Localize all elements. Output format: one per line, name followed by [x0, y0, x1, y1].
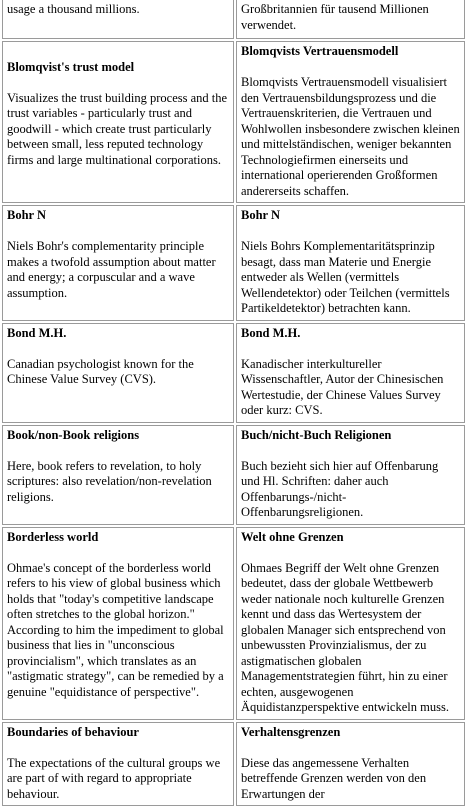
- german-term: Verhaltensgrenzen: [241, 724, 341, 739]
- english-cell: [2, 722, 234, 807]
- english-cell: [2, 41, 234, 203]
- english-definition: Niels Bohr's complementarity principle makes a twofold assumption about matter and energy; a corpuscular and a wave assumption.: [7, 239, 216, 300]
- german-definition: Ohmaes Begriff der Welt ohne Grenzen bedeutet, dass der globale Wettbewerb weder nationale noch kulturelle Grenzen kennt und dass das Wertesystem der globalen Manager sich entsprechend von unbewussten Provinzialismus, der zu astigmatischen globalen Managementstrategien führt, hin zu einer echten, ausgewogenen Äquidistanzperspektive entwickeln muss.: [241, 560, 449, 714]
- german-cell: [236, 425, 465, 525]
- table-row: [2, 722, 465, 807]
- table-row: [2, 41, 465, 203]
- english-cell: [2, 425, 234, 525]
- german-definition: Blomqvists Vertrauensmodell visualisiert den Vertrauensbildungsprozess und die Vertrauenskriterien, die Vertrauen und Wohlwollen insbesondere zwischen kleinen und mittelständischen, weniger bekannten Technologiefirmen einerseits und international operierenden Großformen andererseits schaffen.: [241, 75, 460, 198]
- english-definition: Canadian psychologist known for the Chinese Value Survey (CVS).: [7, 356, 194, 386]
- german-definition: Buch bezieht sich hier auf Offenbarung und Hl. Schriften: daher auch Offenbarungs-/nicht-Offenbarungsreligionen.: [241, 458, 439, 519]
- english-term: Book/non-Book religions: [7, 427, 140, 442]
- english-cell: [2, 323, 234, 423]
- german-term: Buch/nicht-Buch Religionen: [241, 427, 392, 442]
- german-cell: [236, 0, 465, 39]
- german-term: Welt ohne Grenzen: [241, 529, 344, 544]
- table-row: [2, 323, 465, 423]
- english-term: Borderless world: [7, 529, 99, 544]
- english-definition: usage a thousand millions.: [7, 2, 140, 16]
- german-cell: [236, 527, 465, 720]
- german-cell: [236, 205, 465, 321]
- german-term: Bond M.H.: [241, 325, 301, 340]
- table-row: [2, 0, 465, 39]
- german-cell: [236, 722, 465, 807]
- table-row: [2, 425, 465, 525]
- english-cell: [2, 205, 234, 321]
- table-row: [2, 527, 465, 720]
- german-cell: [236, 41, 465, 203]
- english-term: Blomqvist's trust model: [7, 59, 135, 74]
- table-row: [2, 205, 465, 321]
- english-term: Bohr N: [7, 208, 47, 222]
- german-definition: Kanadischer interkultureller Wissenschaftler, Autor der Chinesischen Wertestudie, der Chinese Values Survey oder kurz: CVS.: [241, 356, 444, 417]
- english-definition: Here, book refers to revelation, to holy scriptures: also revelation/non-revelation religions.: [7, 458, 212, 504]
- german-definition: Diese das angemessene Verhalten betreffende Grenzen werden von den Erwartungen der: [241, 755, 427, 801]
- english-term: Bond M.H.: [7, 325, 67, 340]
- german-cell: [236, 323, 465, 423]
- english-cell: [2, 0, 234, 39]
- english-definition: Ohmae's concept of the borderless world refers to his view of global business which holds that "today's competitive landscape often stretches to the global horizon." According to him the impediment to global business that lies in "unconscious provincialism", which translates as an "astigmatic strategy", can be remedied by a genuine "equidistance of perspective".: [7, 560, 224, 699]
- german-definition: Niels Bohrs Komplementaritätsprinzip besagt, dass man Materie und Energie entweder als Wellen (vermittels Wellendetektor) oder Teilchen (vermittels Partikeldetektor) betrachten kann.: [241, 239, 450, 315]
- german-definition: Großbritannien für tausend Millionen verwendet.: [241, 2, 429, 32]
- english-definition: The expectations of the cultural groups we are part of with regard to appropriate behaviour.: [7, 755, 221, 801]
- english-term: Boundaries of behaviour: [7, 724, 139, 739]
- german-term: Bohr N: [241, 208, 281, 222]
- english-cell: [2, 527, 234, 720]
- german-term: Blomqvists Vertrauensmodell: [241, 44, 399, 58]
- english-definition: Visualizes the trust building process and the trust variables - particularly trust and goodwill - which create trust particularly between small, less reputed technology firms and large multinational corporations.: [7, 90, 228, 167]
